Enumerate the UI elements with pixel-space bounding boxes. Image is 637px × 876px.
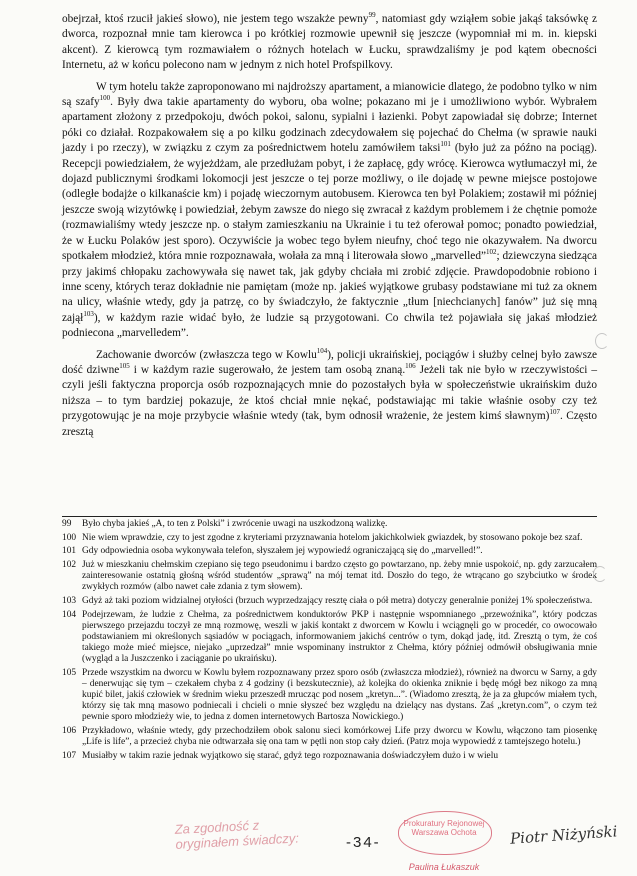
footnote-number: 102 (62, 560, 77, 571)
certified-copy-stamp: Za zgodność z oryginałem świadczy: (174, 817, 300, 852)
footnote-ref: 102 (486, 248, 497, 257)
paragraph-3: Zachowanie dworców (zwłaszcza tego w Kowlu$^{104}$), policji ukraińskiej, pociągów i służby celnej było zawsze dość dziwne$^{105}$ i w każdym razie sugerowało, że jestem tam osobą znaną.$^{106}$ Jeżeli tak nie było w rzeczywistości – czyli jeśli faktyczna proporcja osób rozpoznających mnie do pozostałych była w społeczeństwie ukraińskim dużo niższa – to tym bardziej pokazuje, że ktoś chciał mnie nękać, podstawiając mi takie właśnie osoby czy też przygotowując je na moje przybycie właśnie wtedy (tak, bym odnosił wrażenie, że jestem kimś sławnym)$^{107}$. Często zresztą (62, 346, 597, 438)
punch-hole-icon (595, 333, 609, 349)
footnote (62, 668, 597, 723)
footnote-ref: 106 (405, 362, 416, 371)
footnote-number: 101 (62, 546, 77, 557)
footnote-ref: 101 (440, 140, 451, 149)
footnote (62, 546, 597, 557)
footnote (62, 726, 597, 748)
main-text (62, 12, 597, 440)
footnote-ref: 103 (83, 309, 94, 318)
punch-hole-icon (593, 566, 607, 582)
stamp-name: Paulina Łukaszuk (408, 862, 480, 872)
footnote-number: 106 (62, 725, 77, 736)
footnote-number: 99 (62, 519, 72, 529)
footnote-text: Przede wszystkim na dworcu w Kowlu byłem rozpoznawany przez sporo osób (zwłaszcza młodzież), również na dworcu w Sarny, a gdy – denerwując się tym – czekałem chyba z 4 godziny (i bezskutecznie), aż kolejka do okienka zniknie i będę mógł bez nikogo za mną kupić bilet, jakiś człowiek w średnim wieku przeszedł mrucząc pod nosem „kretyn...”. (Wiadomo zresztą, że ja za głupców miałem tych, którzy się tak mną masowo podniecali i chcieli o mnie słyszeć bez względu na dzielący nas dystans. Zaś „kretyn.com”, o czym też pewnie sporo młodzieży wie, to jedna z domen internetowych Bartosza Nowickiego.) (82, 667, 597, 723)
footnote-ref: 99 (368, 11, 376, 20)
footnote-number: 104 (62, 609, 77, 620)
page-number: -34- (346, 834, 381, 851)
footnote-ref: 107 (549, 408, 560, 417)
paragraph-2: W tym hotelu także zaproponowano mi najdroższy apartament, a mianowicie dlatego, że podobno tylko w nim są szafy$^{100}$. Były dwa takie apartamenty do wyboru, oba wolne; pokazano mi je i umożliwiono wybór. Wybrałem apartament złożony z przedpokoju, dwóch pokoi, salonu, sypialni i łazienki. Pobyt zapowiadał się dobrze; Internet póki co działał. Rozpakowałem się a po kilku godzinach zdecydowałem się pojechać do Chełma (w sprawie nauki jazdy i po rzeczy), w związku z czym za pośrednictwem hotelu zamówiłem taksi$^{101}$ (było już za późno na pociąg). Recepcji powiedziałem, że wyjeżdżam, ale przedłużam pobyt, i że zapłacę, gdy wrócę. Kierowca wytłumaczył mi, że dojazd publicznymi środkami lokomocji jest jeszcze o tej porze możliwy, o ile dojadę w pewne miejsce postojowe (odległe bodajże o kilkanaście km) i pojadę wieczornym autobusem. Kierowca ten był Polakiem; zostawił mi później jeszcze swoją wizytówkę i powiedział, żebym zawsze do niego się zwracał z każdym problemem i że chętnie pomoże (rozmawialiśmy wtedy jeszcze np. o stałym zamieszkaniu na Ukrainie i tu też oferował pomoc; ponadto powiedział, że w Łucku Polaków jest sporo). Oczywiście ja wobec tego byłem nieufny, choć tego nie okazywałem. Na dworcu spotkałem młodzież, która mnie rozpoznawała, wołała za mną i literowała słowo „marvelled”$^{102}$; dziewczyna siedząca przy jakimś chłopaku zachowywała się nawet tak, jak gdyby chciała mi zrobić zdjęcie. Prawdopodobnie robiono i inne sceny, których teraz dokładnie nie pamiętam (może np. jakieś wyjątkowe grubasy podstawiane mi tuż za oknem na ulicy, właśnie wtedy, gdy ja patrzę, co by świadczyło, że faktycznie „tłum [niechcianych] fanów” już się mną zajął$^{103}$), w każdym razie widać było, że ludzie są przygotowani. Co chwila też pojawiała się jakaś młodzież podniecona „marvelledem”. (62, 80, 598, 340)
signature: Piotr Niżyński (509, 822, 618, 848)
office-stamp-text: Prokuratury Rejonowej Warszawa Ochota (403, 819, 485, 837)
footnote-ref: 100 (99, 94, 111, 103)
footnote (62, 610, 597, 665)
footnote-text: Nie wiem wprawdzie, czy to jest zgodne z kryteriami przyznawania hotelom jakichkolwiek gwiazdek, by stosowano pokoje bez szaf. (82, 532, 583, 543)
office-stamp (398, 811, 490, 872)
footnote-number: 105 (62, 667, 77, 678)
footnote (62, 751, 597, 762)
footnote-text: Było chyba jakieś „A, to ten z Polski” i zwrócenie uwagi na uszkodzoną walizkę. (82, 519, 388, 529)
footnote-ref: 104 (316, 346, 328, 355)
footnote-separator (62, 516, 597, 517)
footnote (62, 560, 597, 593)
footnote (62, 596, 597, 607)
footnote-number: 103 (62, 595, 77, 606)
footnote-number: 107 (62, 750, 77, 761)
footnote-text: Podejrzewam, że ludzie z Chełma, za pośrednictwem konduktorów PKP i następnie wspomnianego „przewoźnika”, który podczas pierwszego przejazdu toczył ze mną rozmowę, weszli w jakiś kontakt z dworcem w Kowlu i wciągnęli go w procedér, co owocowało podstawianiem mi określonych sąsiadów w pociągach, informowaniem jakichś centrów o tym, dokąd jadę, itd. Zresztą o tym, że coś takiego może mieć miejsce, niejako „uprzedzał” mnie wspominany instruktor z Chełma, który później odmówił obsługiwania mnie (wygląd a la Juszczenko i zaciąganie po ukraińsku). (82, 609, 597, 664)
footnote-number: 100 (62, 532, 77, 543)
footnotes (62, 519, 597, 764)
footnote-text: Gdyż aż taki poziom widzialnej otyłości (brzuch wyprzedzający resztę ciała o pół metra) dotyczy generalnie poniżej 1% społeczeństwa. (82, 595, 593, 606)
paragraph-1: obejrzał, ktoś rzucił jakieś słowo), nie jestem tego wszakże pewny$^{99}$, natomiast gdy wziąłem sobie jakąś taksówkę z dworca, rozpoznał mnie tam kierowca i po krótkiej rozmowie upewnił się jeszcze (wypomniał mi m. in. kiepski akcent). Z kierowcą tym rozmawiałem o różnych hotelach w Łucku, sprawdzaliśmy je pod kątem obecności Internetu, aż w końcu polecono nam w jednym z nich hotel Profspilkovy. (62, 11, 597, 72)
footnote (62, 533, 597, 544)
footnote-text: Już w mieszkaniu chełmskim czepiano się tego pseudonimu i bardzo często go powtarzano, np. żeby mnie uspokoić, np. gdy zarzucałem zainteresowanie ostatnią głośną wśród studentów „sprawą” na mój temat itd. Doszło do tego, że wtrącano go szybciutko w środek zwykłych rozmów (albo nawet całe zdania z tym słowem). (82, 560, 597, 593)
footnote-text: Musiałby w takim razie jednak wyjątkowo się starać, gdyż tego rozpoznawania doświadczyłem dużo i w wielu (82, 750, 499, 761)
footnote-text: Przykładowo, właśnie wtedy, gdy przechodziłem obok salonu sieci komórkowej Life przy dworcu w Kowlu, włączono tam piosenkę „Life is life”, a przecież chyba nie odtwarzała się ona tam w pętli non stop cały dzień. (Patrz moja wypowiedź z tamtejszego hotelu.) (82, 725, 597, 747)
footnote (62, 519, 597, 530)
footnote-ref: 105 (119, 362, 130, 371)
footnote-text: Gdy odpowiednia osoba wykonywała telefon, słyszałem jej wypowiedź ograniczającą się do „marvelled!”. (82, 546, 483, 557)
